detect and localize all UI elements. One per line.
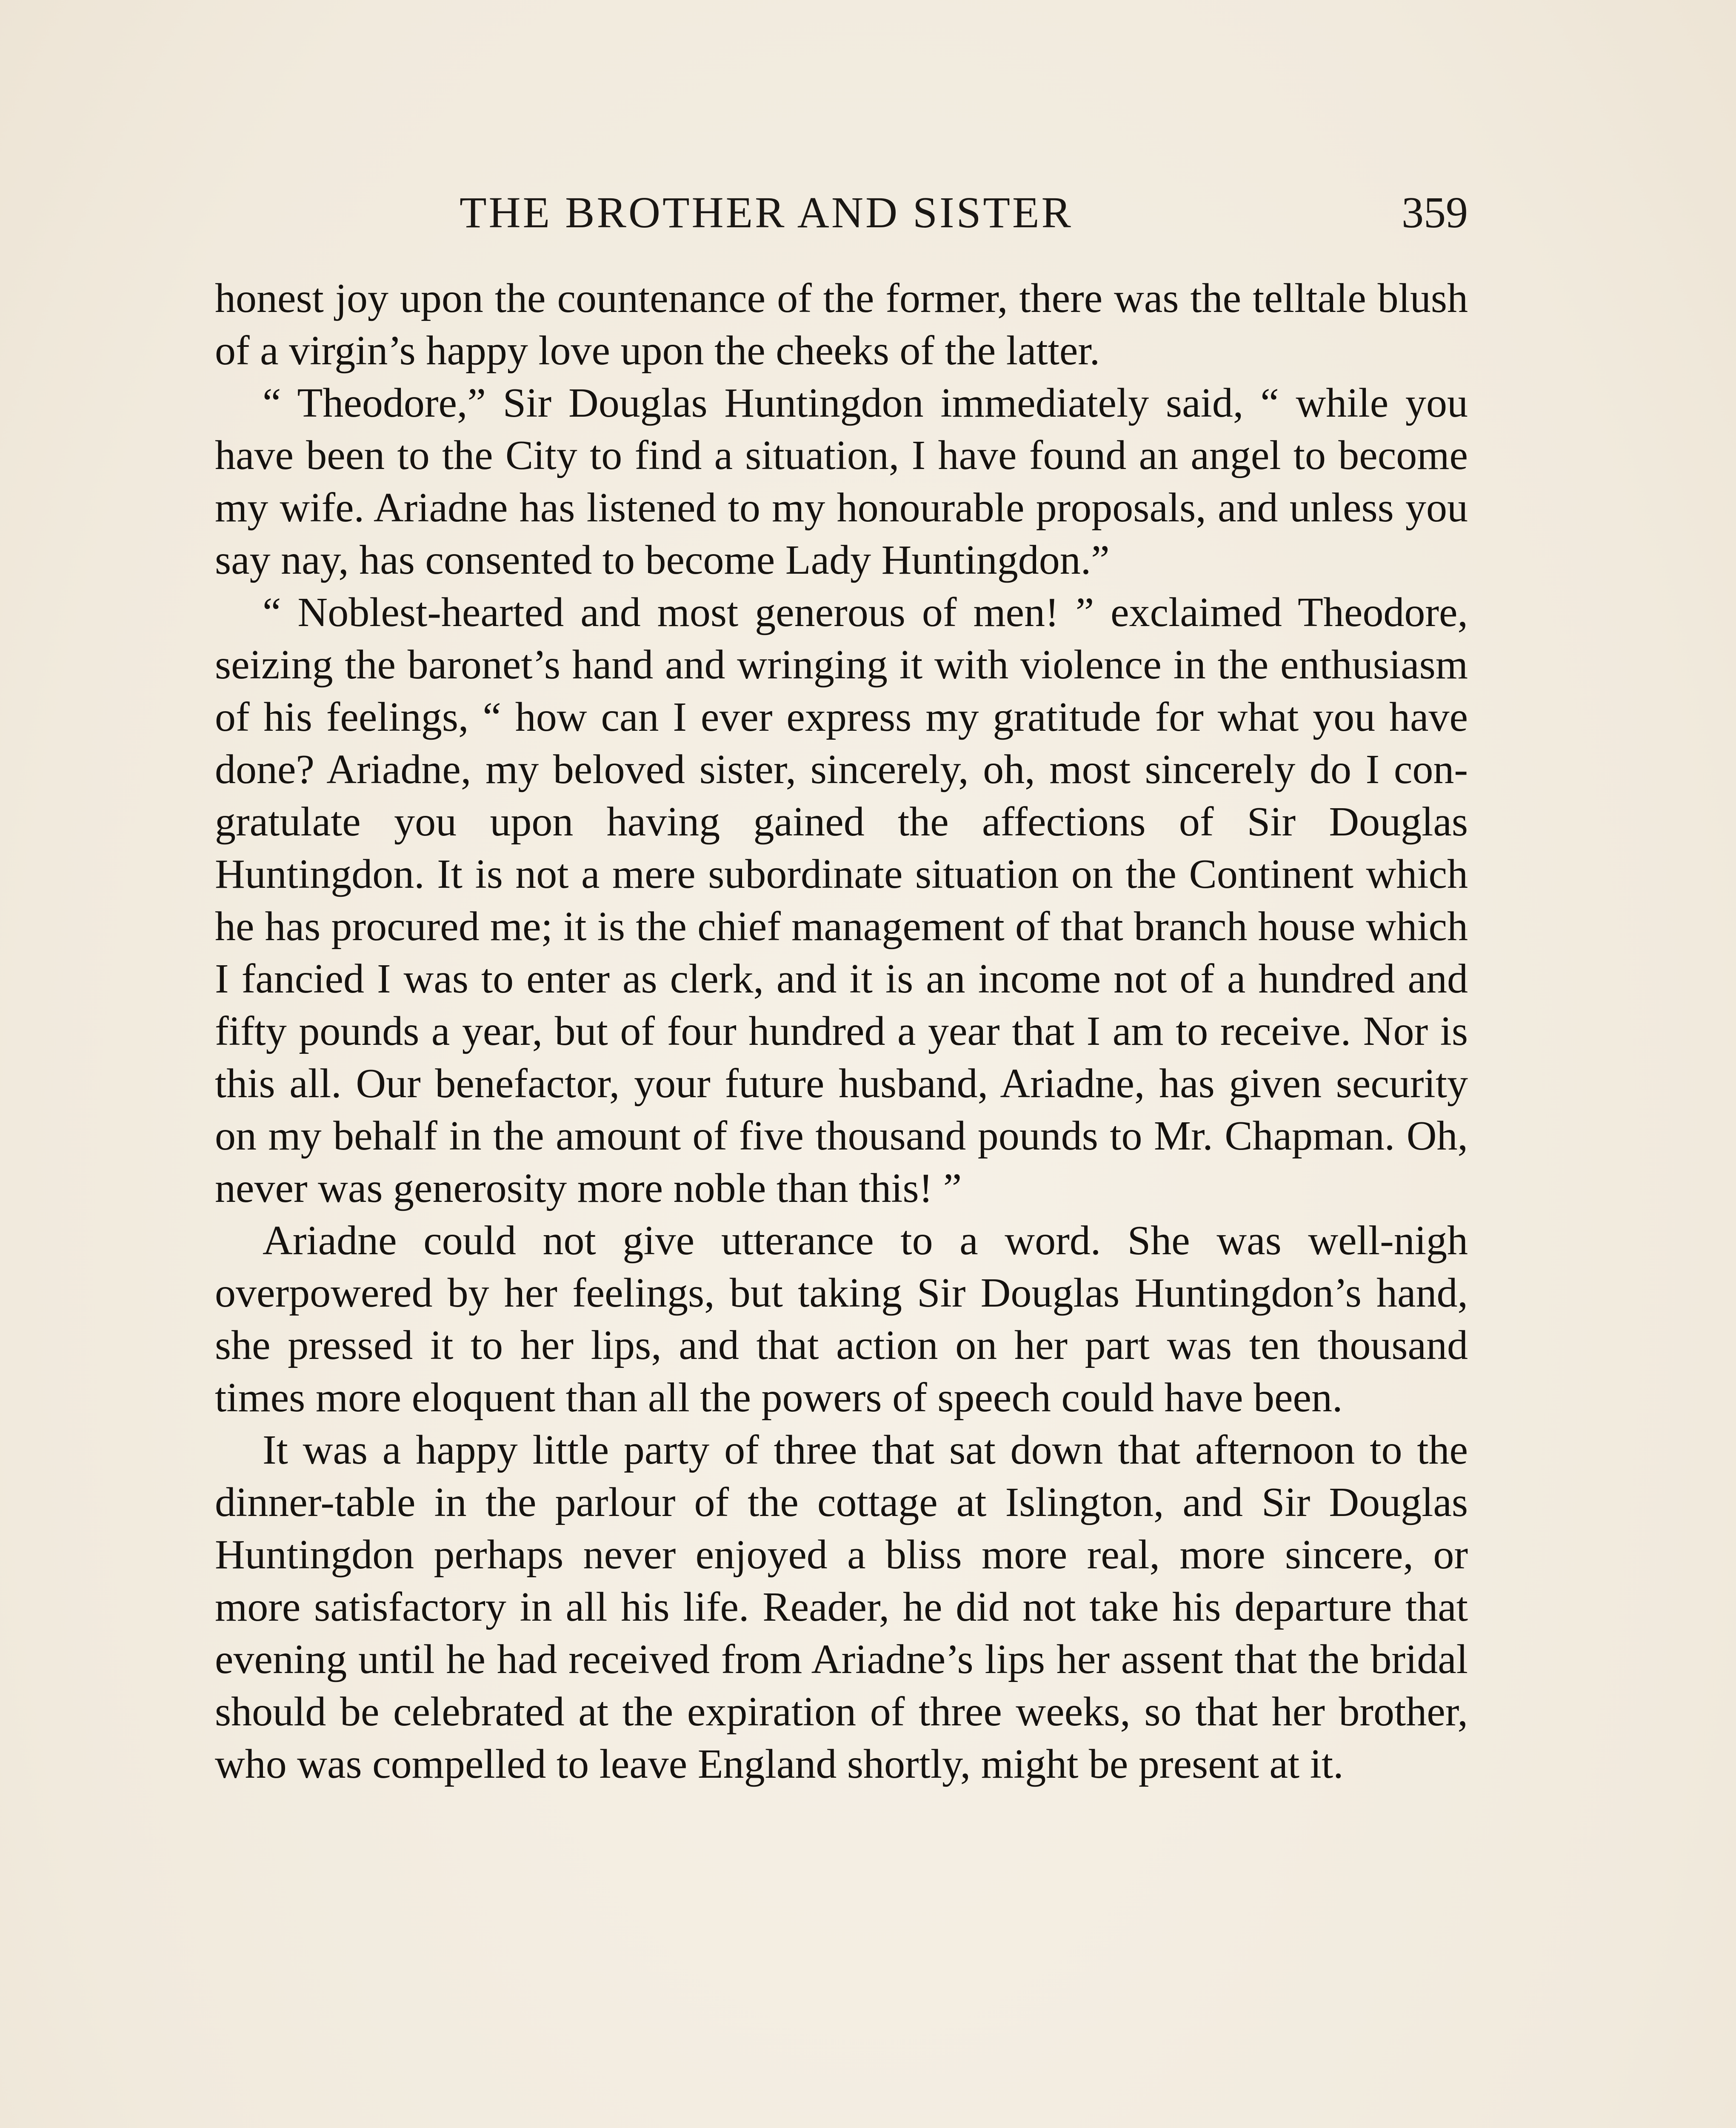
running-head: [213, 179, 1468, 247]
paragraph-2: “ Theodore,” Sir Douglas Huntingdon immediately said, “ while you have been to the City to find a situation, I have found an angel to become my wife. Ariadne has listened to my honourable proposals, and unless you say nay, has consented to become Lady Huntingdon.”: [215, 380, 1468, 583]
paragraph-5: It was a happy little party of three that sat down that afternoon to the dinner-table in the parlour of the cottage at Islington, and Sir Douglas Huntingdon perhaps never enjoyed a bliss more real, more sincere, or more satisfactory in all his life. Reader, he did not take his departure that evening until he had received from Ariadne’s lips her assent that the bridal should be celebrated at the expiration of three weeks, so that her brother, who was compelled to leave England shortly, might be present at it.: [215, 1427, 1468, 1787]
paragraph-4: Ariadne could not give utterance to a word. She was well-nigh overpowered by her feelings, but taking Sir Douglas Huntingdon’s hand, she pressed it to her lips, and that action on her part was ten thousand times more eloquent than all the powers of speech could have been.: [215, 1218, 1468, 1421]
running-title: THE BROTHER AND SISTER: [460, 188, 1073, 237]
paragraph-1: honest joy upon the countenance of the former, there was the telltale blush of a virgin’s happy love upon the cheeks of the latter.: [215, 275, 1468, 374]
paragraph-3: “ Noblest-hearted and most generous of men! ” exclaimed Theodore, seizing the baronet’s hand and wringing it with violence in the enthusiasm of his feelings, “ how can I ever express my gratitude for what you have done? Ariadne, my beloved sister, sincerely, oh, most sincerely do I congratulate you upon having gained the affections of Sir Douglas Huntingdon. It is not a mere subordinate situation on the Continent which he has procured me; it is the chief management of that branch house which I fancied I was to enter as clerk, and it is an income not of a hundred and fifty pounds a year, but of four hundred a year that I am to receive. Nor is this all. Our benefactor, your future husband, Ariadne, has given security on my behalf in the amount of five thousand pounds to Mr. Chapman. Oh, never was generosity more noble than this! ”: [215, 589, 1468, 1211]
body-text: [215, 272, 1468, 1790]
page-number: 359: [1402, 188, 1468, 237]
